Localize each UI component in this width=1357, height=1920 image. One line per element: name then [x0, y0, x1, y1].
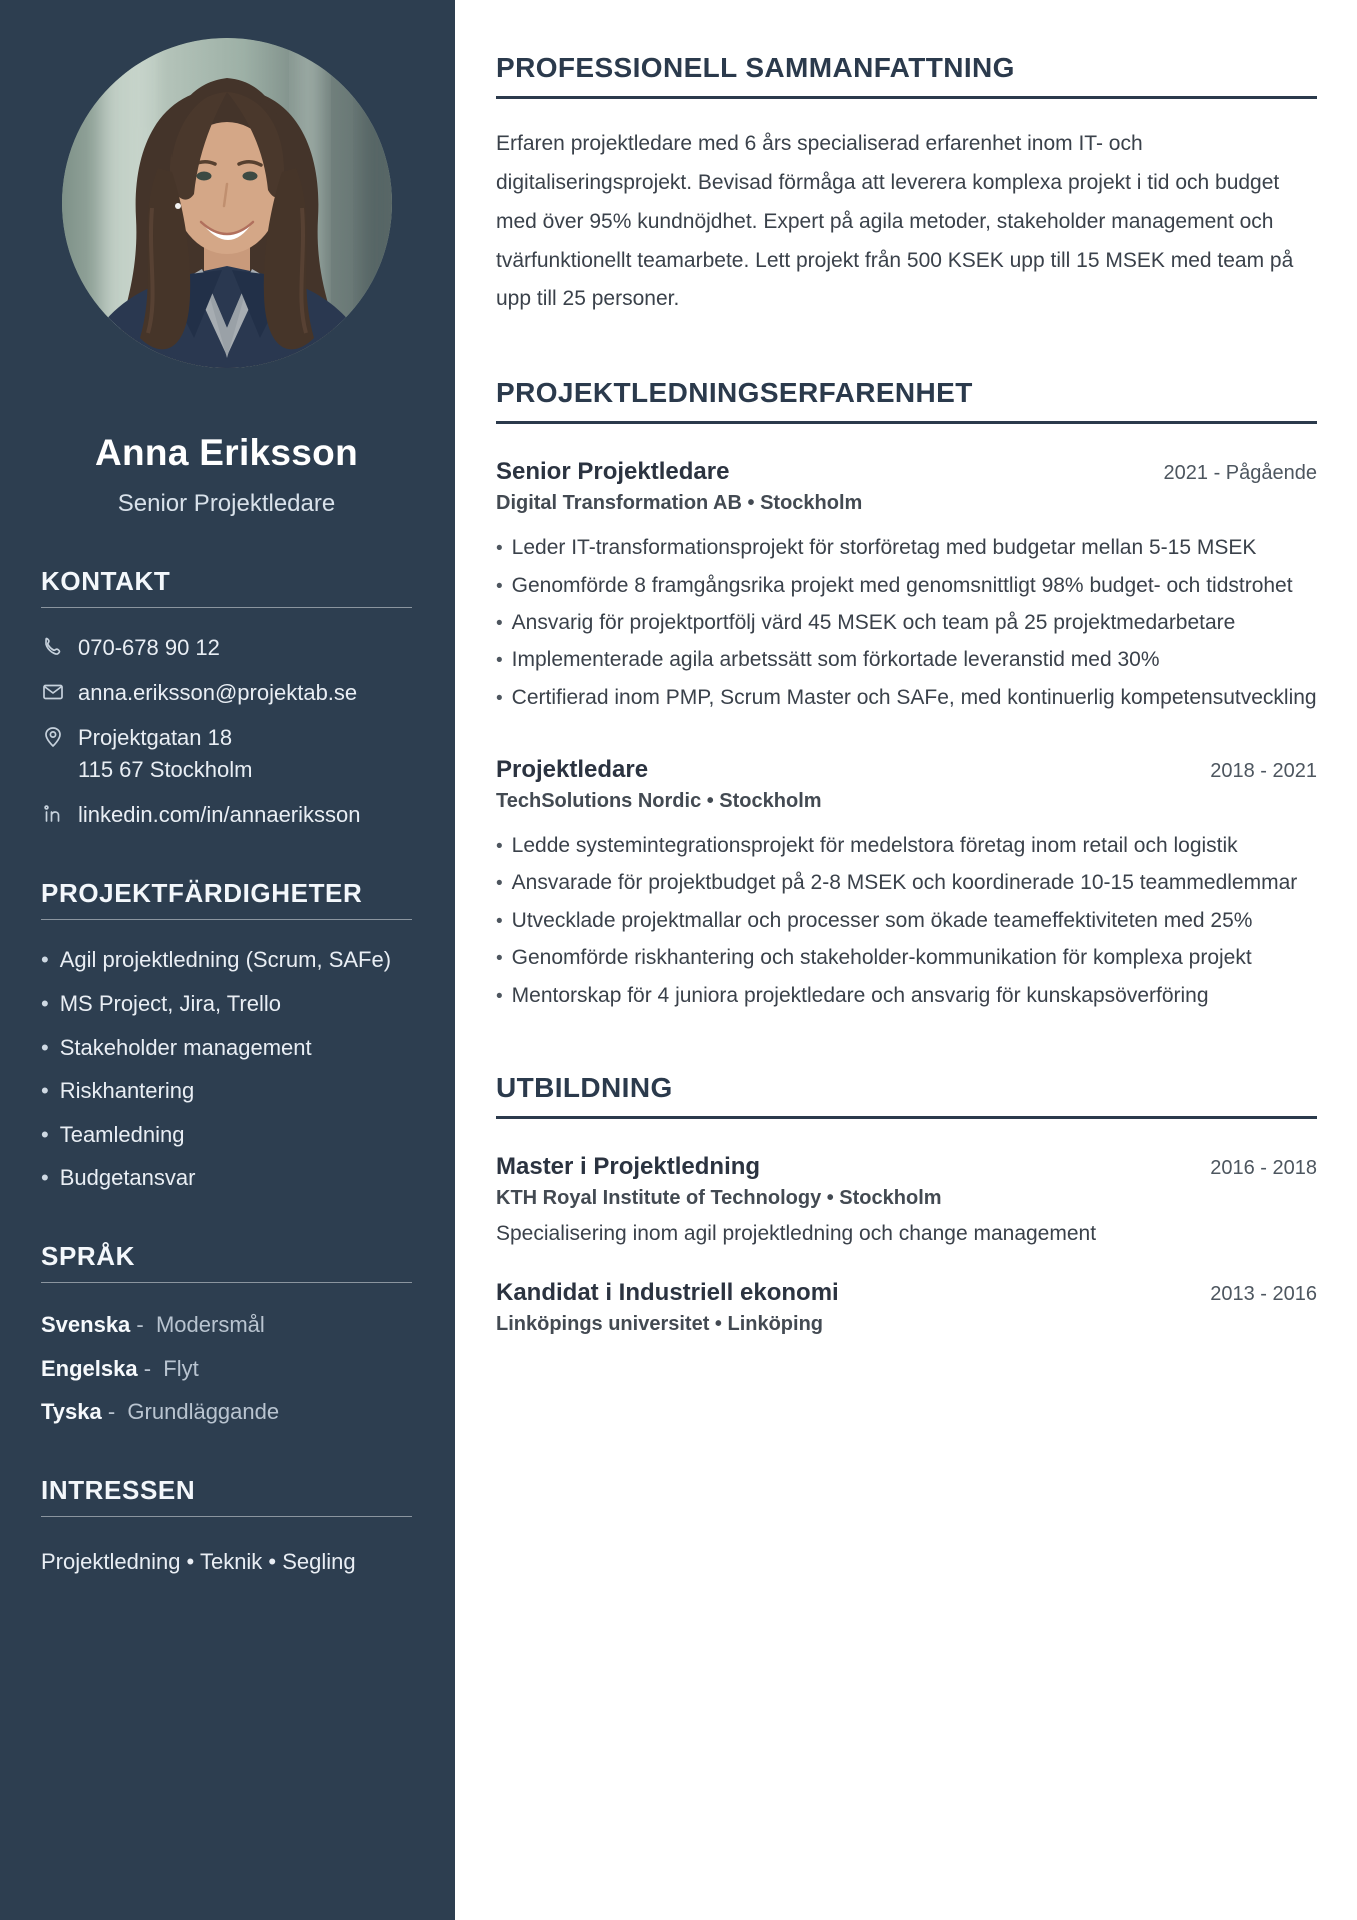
- email-icon: [41, 680, 65, 704]
- degree-school: Linköpings universitet • Linköping: [496, 1313, 824, 1336]
- job-period: 2021 - Pågående: [1163, 462, 1317, 485]
- languages-list: [41, 1311, 412, 1427]
- contact-email[interactable]: [41, 677, 412, 709]
- job-bullets: [496, 529, 1317, 716]
- summary-text: Erfaren projektledare med 6 års specialiserad erfarenhet inom IT- och digitaliseringsprojekt. Bevisad förmåga att leverera komplexa projekt i tid och budget med över 95% kundnöjdhet. Expert på agila metoder, stakeholder management och tvärfunktionellt teamarbete. Lett projekt från 500 KSEK upp till 15 MSEK med team på upp till 25 personer.: [496, 132, 1294, 311]
- job-bullets: [496, 827, 1317, 1014]
- skills-list: [41, 946, 412, 1193]
- profile-photo: [62, 38, 392, 368]
- contact-address-text: [78, 722, 252, 786]
- language-name: Svenska: [41, 1312, 131, 1338]
- language-item: [41, 1398, 412, 1427]
- job-bullet: • Ansvarade för projektbudget på 2-8 MSEK och koordinerade 10-15 teammedlemmar: [496, 864, 1317, 901]
- person-title: Senior Projektledare: [117, 490, 336, 517]
- skill-item: • Riskhantering: [41, 1077, 412, 1106]
- interests-section: [41, 1475, 412, 1578]
- degree-title: Kandidat i Industriell ekonomi: [496, 1279, 839, 1307]
- job-bullet: • Ledde systemintegrationsprojekt för medelstora företag inom retail och logistik: [496, 827, 1317, 864]
- contact-address: [41, 722, 412, 786]
- skill-item: • Teamledning: [41, 1121, 412, 1150]
- interests-heading: INTRESSEN: [41, 1475, 412, 1517]
- job-entry: [496, 756, 1317, 1014]
- phone-icon: [41, 635, 65, 659]
- sidebar: [0, 0, 455, 1920]
- skills-section: [41, 878, 412, 1193]
- interests-text: Projektledning • Teknik • Segling: [41, 1548, 356, 1574]
- language-level: - Flyt: [138, 1356, 199, 1381]
- location-icon: [41, 725, 65, 749]
- languages-heading: SPRÅK: [41, 1241, 412, 1283]
- person-name: Anna Eriksson: [95, 432, 358, 473]
- skill-item: • Stakeholder management: [41, 1034, 412, 1063]
- contact-heading: KONTAKT: [41, 566, 412, 608]
- job-period: 2018 - 2021: [1210, 760, 1317, 783]
- contact-linkedin[interactable]: [41, 799, 412, 831]
- job-bullet: • Genomförde 8 framgångsrika projekt med genomsnittligt 98% budget- och tidstrohet: [496, 567, 1317, 604]
- contact-phone-text[interactable]: 070-678 90 12: [78, 635, 220, 660]
- degree-detail: Specialisering inom agil projektledning och change management: [496, 1221, 1097, 1245]
- language-level: - Grundläggande: [102, 1399, 279, 1424]
- contact-linkedin-text[interactable]: linkedin.com/in/annaeriksson: [78, 801, 361, 827]
- job-bullet: • Genomförde riskhantering och stakeholder-kommunikation för komplexa projekt: [496, 939, 1317, 976]
- main-content: [455, 0, 1357, 1336]
- job-header: [496, 458, 1317, 486]
- degree-title: Master i Projektledning: [496, 1152, 761, 1180]
- education-header: [496, 1153, 1317, 1181]
- job-title: Projektledare: [496, 756, 649, 784]
- skill-item: • Budgetansvar: [41, 1164, 412, 1193]
- languages-section: [41, 1241, 412, 1427]
- contact-phone[interactable]: [41, 632, 412, 664]
- job-bullet: • Implementerade agila arbetssätt som förkortade leveranstid med 30%: [496, 641, 1317, 678]
- summary-section: [496, 52, 1317, 319]
- language-name: Tyska: [41, 1399, 102, 1425]
- degree-period: 2013 - 2016: [1210, 1283, 1317, 1306]
- experience-section: [496, 377, 1317, 1014]
- skill-item: • MS Project, Jira, Trello: [41, 990, 412, 1019]
- job-company: TechSolutions Nordic • Stockholm: [496, 790, 822, 813]
- skills-heading: PROJEKTFÄRDIGHETER: [41, 878, 412, 920]
- contact-address-line2: 115 67 Stockholm: [78, 756, 253, 782]
- job-company: Digital Transformation AB • Stockholm: [496, 492, 863, 515]
- contact-address-line1: Projektgatan 18: [78, 724, 233, 750]
- profile-photo-illustration: [62, 38, 392, 368]
- education-entry: [496, 1153, 1317, 1250]
- contact-list: [41, 632, 412, 830]
- language-level: - Modersmål: [130, 1312, 264, 1337]
- job-title: Senior Projektledare: [496, 458, 730, 486]
- language-item: [41, 1355, 412, 1384]
- job-bullet: • Leder IT-transformationsprojekt för storföretag med budgetar mellan 5-15 MSEK: [496, 529, 1317, 566]
- education-section: [496, 1072, 1317, 1337]
- degree-period: 2016 - 2018: [1210, 1156, 1317, 1179]
- degree-school: KTH Royal Institute of Technology • Stockholm: [496, 1186, 942, 1209]
- education-heading: UTBILDNING: [496, 1072, 1317, 1119]
- job-bullet: • Ansvarig för projektportfölj värd 45 MSEK och team på 25 projektmedarbetare: [496, 604, 1317, 641]
- experience-heading: PROJEKTLEDNINGSERFARENHET: [496, 377, 1317, 424]
- summary-heading: PROFESSIONELL SAMMANFATTNING: [496, 52, 1317, 99]
- job-entry: [496, 458, 1317, 716]
- language-name: Engelska: [41, 1355, 138, 1381]
- job-bullet: • Certifierad inom PMP, Scrum Master och SAFe, med kontinuerlig kompetensutveckling: [496, 679, 1317, 716]
- job-header: [496, 756, 1317, 784]
- skill-item: • Agil projektledning (Scrum, SAFe): [41, 946, 412, 975]
- linkedin-icon: [41, 802, 65, 826]
- language-item: [41, 1311, 412, 1340]
- contact-email-text[interactable]: anna.eriksson@projektab.se: [78, 679, 358, 705]
- education-entry: [496, 1279, 1317, 1336]
- job-bullet: • Utvecklade projektmallar och processer som ökade teameffektiviteten med 25%: [496, 902, 1317, 939]
- contact-section: [41, 566, 412, 830]
- job-bullet: • Mentorskap för 4 juniora projektledare och ansvarig för kunskapsöverföring: [496, 977, 1317, 1014]
- education-header: [496, 1279, 1317, 1307]
